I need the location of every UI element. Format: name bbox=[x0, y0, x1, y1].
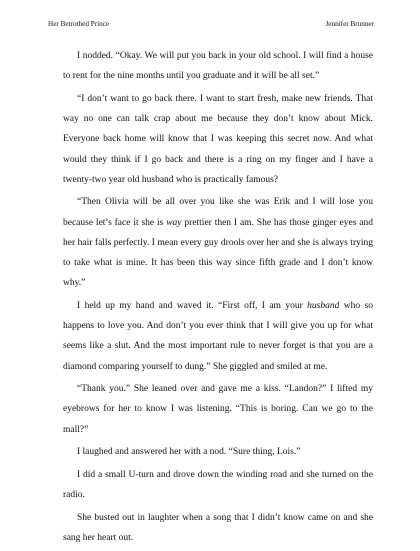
paragraph-6: I laughed and answered her with a nod. “Sure thing, Lois.” bbox=[77, 447, 301, 458]
paragraph-3-text-b: prettier then I am. She has those ginger eyes and her hair falls perfectly. I mean every guy drools over her and she is always trying to take what is mine. It has been this way since fifth grade and I don’t know why.” bbox=[63, 217, 373, 289]
header-book-title: Her Betrothed Prince bbox=[48, 20, 110, 28]
paragraph-4 bbox=[63, 296, 373, 377]
paragraph-4-emphasis: husband bbox=[307, 300, 340, 311]
running-header bbox=[48, 20, 374, 29]
paragraph-3 bbox=[63, 192, 373, 293]
paragraph-4-text-a: I held up my hand and waved it. “First off, I am your bbox=[77, 300, 308, 311]
page-body bbox=[63, 46, 373, 551]
paragraph-3-text-a: “Then Olivia will be all over you like she was Erik and I will lose you because let’s face it she is bbox=[63, 197, 373, 228]
paragraph-4-text-b: who so happens to love you. And don’t you ever think that I will give you up for what seems like a slut. And the most important rule to never forget is that you are a diamond comparing yourself to dung.” She giggled and smiled at me. bbox=[63, 300, 373, 372]
paragraph-7: I did a small U-turn and drove down the winding road and she turned on the radio. bbox=[63, 470, 373, 501]
paragraph-1: I nodded. “Okay. We will put you back in your old school. I will find a house to rent for the nine months until you graduate and it will be all set.” bbox=[63, 51, 373, 82]
paragraph-2: “I don’t want to go back there. I want to start fresh, make new friends. That way no one can talk crap about me because they don’t know about Mick. Everyone back home will know that I was keeping this secret now. And what would they think if I go back and there is a ring on my finger and I have a twenty-two year old husband who is practically famous? bbox=[63, 93, 373, 185]
paragraph-3-emphasis: way bbox=[166, 217, 182, 228]
paragraph-8: She busted out in laughter when a song that I didn’t know came on and she sang her heart out. bbox=[63, 512, 373, 544]
header-author: Jennifer Brunner bbox=[325, 20, 374, 28]
paragraph-5: “Thank you.” She leaned over and gave me a kiss. “Landon?” I lifted my eyebrows for her to know I was listening. “This is boring. Can we go to the mall?” bbox=[63, 384, 373, 435]
